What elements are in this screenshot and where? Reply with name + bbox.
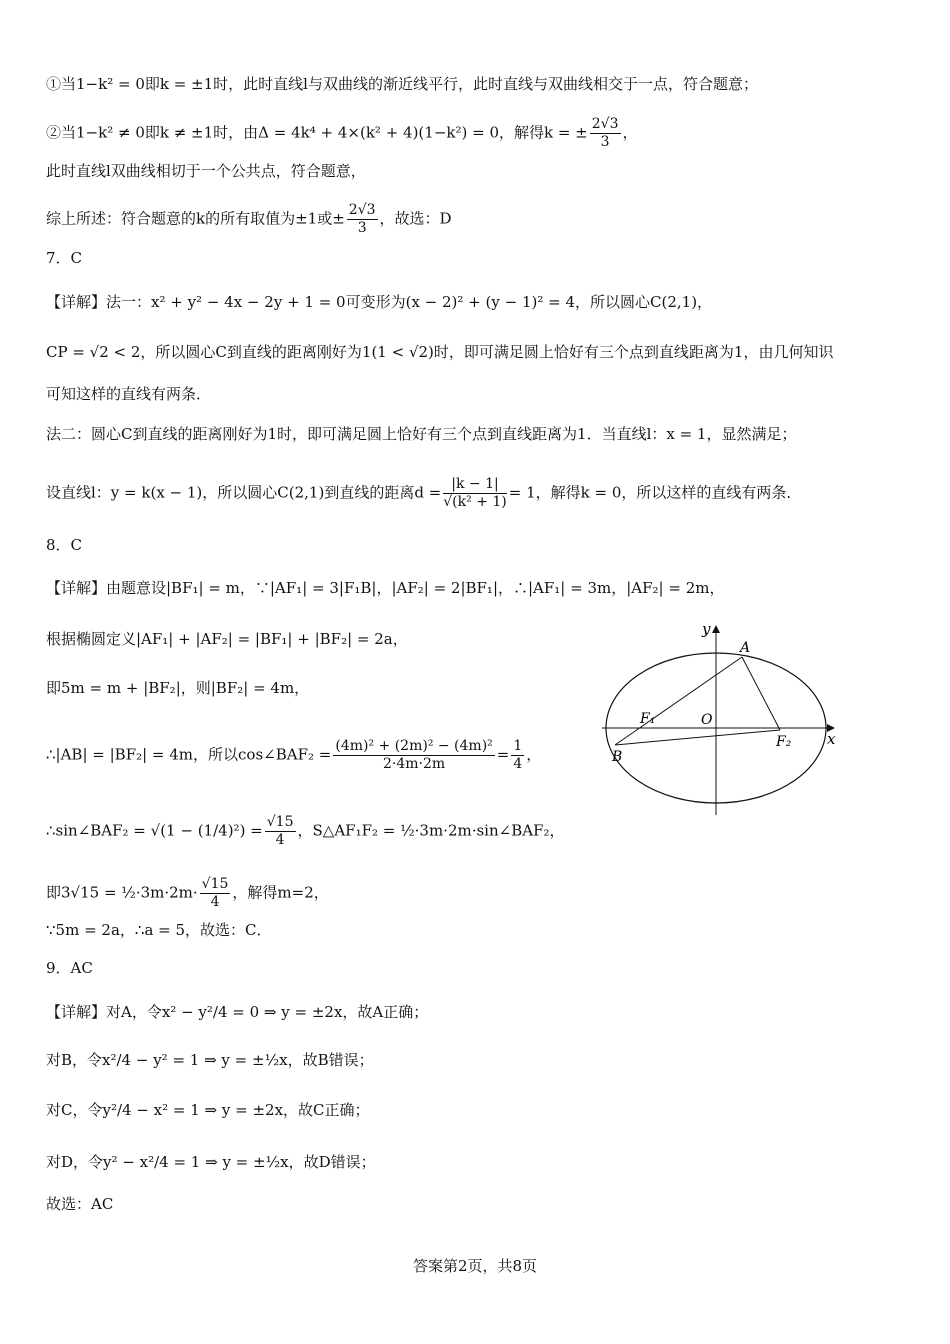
label-F2: F₂ [776,734,792,750]
question-number: 7．C [46,249,83,267]
fraction-denominator: 2·4m·2m [382,756,446,772]
text-line: 此时直线l双曲线相切于一个公共点，符合题意， [46,162,366,180]
segment-BF2 [615,730,780,745]
label-A: A [740,640,751,656]
question-number: 9．AC [46,959,93,977]
fraction-denominator: √(k² + 1) [443,494,507,510]
text-segment: ②当1−k² ≠ 0即k ≠ ±1时，由Δ = 4k⁴ + 4×(k² + 4)(1−k²) = 0，解得k = ± [46,123,588,142]
fraction [200,876,231,911]
text-line: ∵5m = 2a，∴a = 5，故选：C． [46,921,272,939]
label-y: y [702,620,711,638]
fraction-denominator: 4 [210,894,220,910]
text-line: 即5m = m + |BF₂|，则|BF₂| = 4m， [46,679,310,697]
text-line: 根据椭圆定义|AF₁| + |AF₂| = |BF₁| + |BF₂| = 2a， [46,630,408,648]
fraction-numerator: 1 [513,738,523,754]
fraction-numerator: √15 [266,814,294,830]
fraction-numerator: √15 [201,876,229,892]
text-line: 可知这样的直线有两条． [46,385,212,403]
text-line [46,202,452,237]
fraction [333,738,494,773]
text-line [46,738,541,773]
fraction [511,738,524,773]
label-F1: F₁ [640,711,656,727]
text-line: 对D，令y² − x²/4 = 1 ⇒ y = ±½x，故D错误； [46,1153,376,1171]
text-line [46,814,564,849]
text-segment: = 1，解得k = 0，所以这样的直线有两条． [508,483,802,502]
text-line: 对C，令y²/4 − x² = 1 ⇒ y = ±2x，故C正确； [46,1101,370,1119]
text-line: 故选：AC [46,1195,114,1213]
text-segment: 即3√15 = ½·3m·2m· [46,883,198,902]
label-B: B [612,749,623,765]
fraction-numerator: |k − 1| [443,476,506,494]
text-line: 法二：圆心C到直线的距离刚好为1时，即可满足圆上恰好有三个点到直线距离为1．当直线l：x = 1，显然满足； [46,425,797,443]
text-segment: ，故选：D [379,209,452,228]
fraction-denominator: 3 [600,134,610,150]
fraction [265,814,296,849]
text-segment: ∴sin∠BAF₂ = √(1 − (1/4)²) = [46,821,263,840]
text-segment: ，S△AF₁F₂ = ½·3m·2m·sin∠BAF₂， [297,821,565,840]
fraction-denominator: 4 [275,832,285,848]
text-line: 【详解】由题意设|BF₁| = m，∵|AF₁| = 3|F₁B|，|AF₂| = 2|BF₁|，∴|AF₁| = 3m，|AF₂| = 2m， [46,579,725,597]
text-line [46,876,329,911]
text-segment: ， [526,745,542,764]
page-footer: 答案第2页，共8页 [412,1257,538,1275]
fraction-numerator: (4m)² + (2m)² − (4m)² [335,738,493,754]
text-line: 【详解】法一：x² + y² − 4x − 2y + 1 = 0可变形为(x − 2)² + (y − 1)² = 4，所以圆心C(2,1)， [46,293,713,311]
label-x: x [827,730,836,748]
fraction [443,476,506,511]
fraction-numerator: 2√3 [591,116,619,132]
question-number: 8．C [46,536,83,554]
text-line: 【详解】对A，令x² − y²/4 = 0 ⇒ y = ±2x，故A正确； [46,1003,429,1021]
text-line: CP = √2 < 2，所以圆心C到直线的距离刚好为1(1 < √2)时，即可满足圆上恰好有三个点到直线距离为1，由几何知识 [46,343,834,361]
segment-AF2 [742,657,780,730]
ellipse-figure [590,620,850,820]
text-line [46,116,638,151]
label-O: O [701,712,713,728]
text-segment: = [496,745,510,764]
text-segment: 综上所述：符合题意的k的所有取值为±1或± [46,209,345,228]
fraction-numerator: 2√3 [348,202,376,218]
segment-BA [615,657,742,745]
fraction-denominator: 4 [513,756,523,772]
fraction-denominator: 3 [357,220,367,236]
text-line [46,476,801,511]
fraction [347,202,378,237]
text-segment: ， [622,123,638,142]
text-segment: ∴|AB| = |BF₂| = 4m，所以cos∠BAF₂ = [46,745,332,764]
text-line: 对B，令x²/4 − y² = 1 ⇒ y = ±½x，故B错误； [46,1051,374,1069]
text-segment: ，解得m=2， [232,883,329,902]
fraction [590,116,621,151]
text-segment: 设直线l：y = k(x − 1)，所以圆心C(2,1)到直线的距离d = [46,483,442,502]
text-line: ①当1−k² = 0即k = ±1时，此时直线l与双曲线的渐近线平行，此时直线与双曲线相交于一点，符合题意； [46,75,758,93]
